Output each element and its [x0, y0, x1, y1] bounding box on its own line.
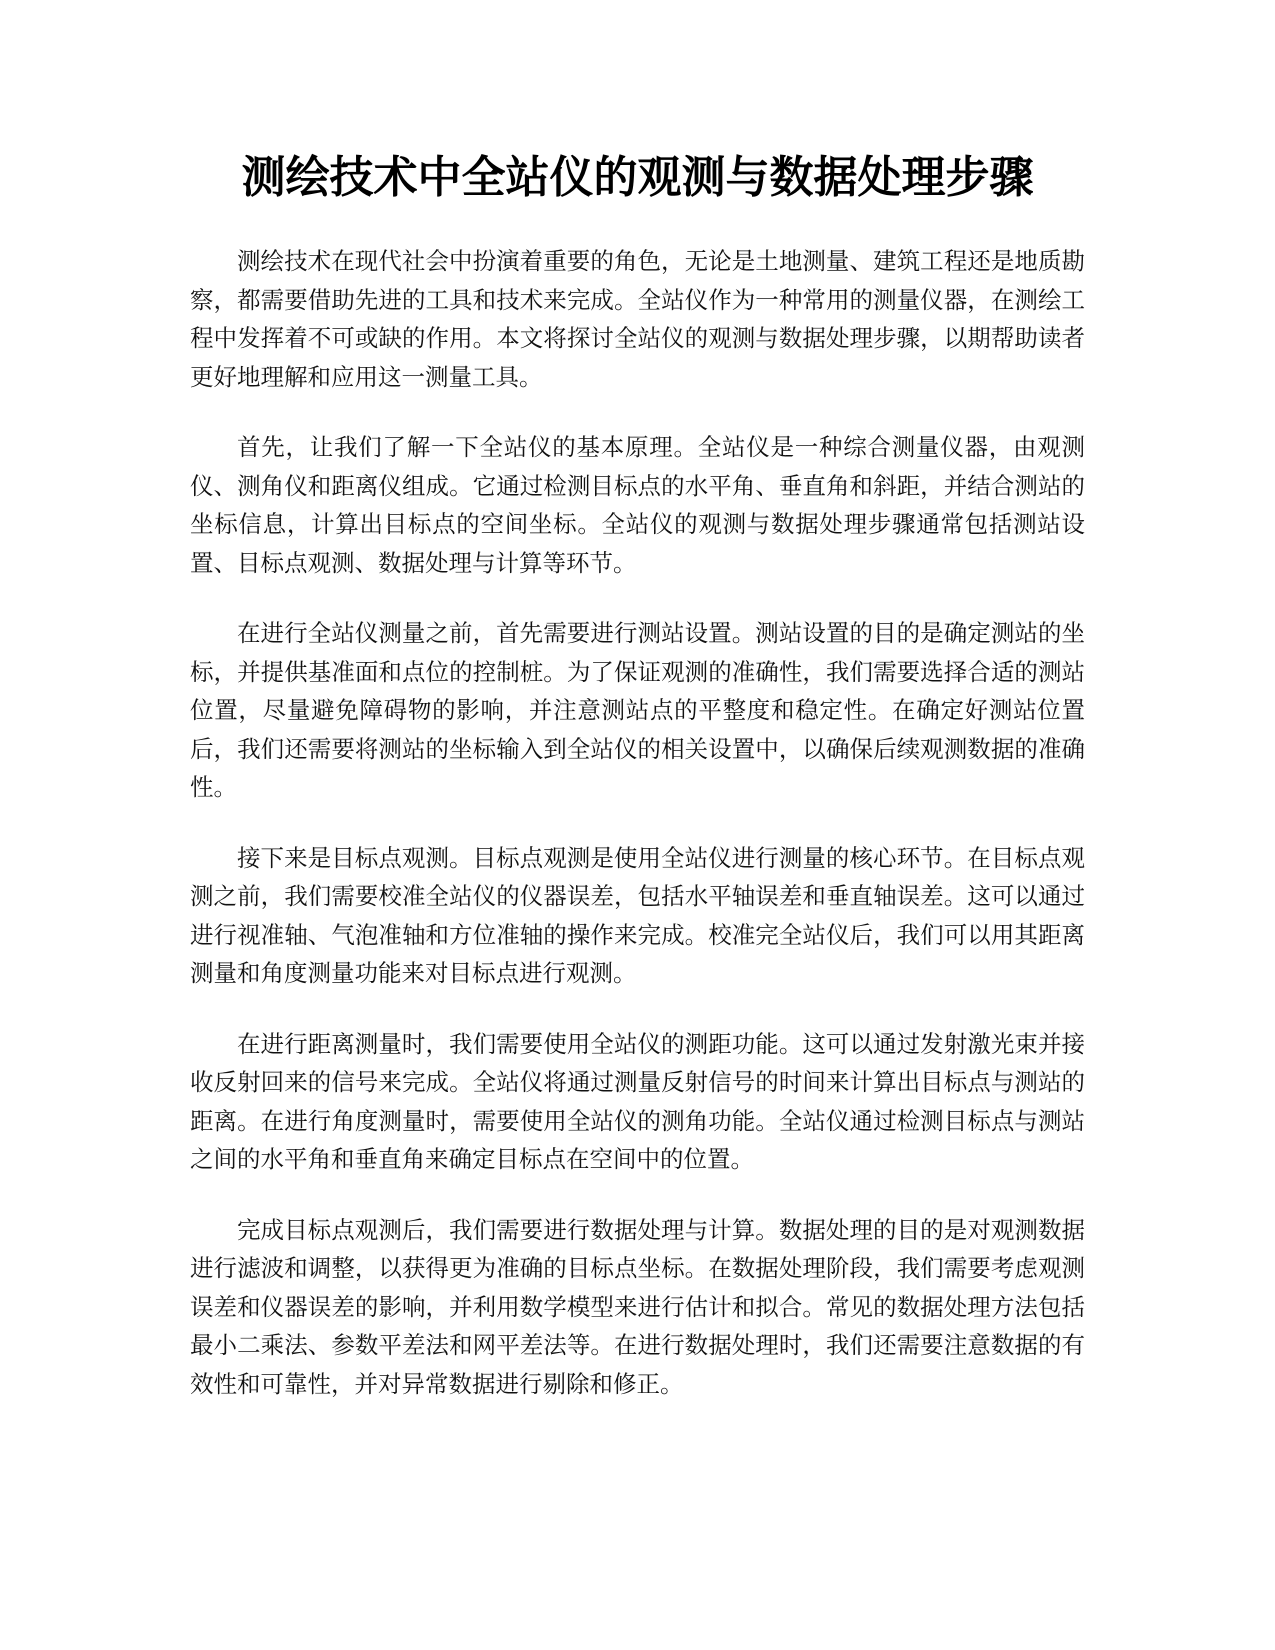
- paragraph-data-processing: 完成目标点观测后，我们需要进行数据处理与计算。数据处理的目的是对观测数据进行滤波和调整，以获得更为准确的目标点坐标。在数据处理阶段，我们需要考虑观测误差和仪器误差的影响，并利用数学模型来进行估计和拟合。常见的数据处理方法包括最小二乘法、参数平差法和网平差法等。在进行数据处理时，我们还需要注意数据的有效性和可靠性，并对异常数据进行剔除和修正。: [190, 1215, 1085, 1398]
- document-title: 测绘技术中全站仪的观测与数据处理步骤: [241, 152, 1034, 203]
- paragraph-distance-angle: 在进行距离测量时，我们需要使用全站仪的测距功能。这可以通过发射激光束并接收反射回来的信号来完成。全站仪将通过测量反射信号的时间来计算出目标点与测站的距离。在进行角度测量时，需要使用全站仪的测角功能。全站仪通过检测目标点与测站之间的水平角和垂直角来确定目标点在空间中的位置。: [190, 1029, 1085, 1173]
- paragraph-station-setup: 在进行全站仪测量之前，首先需要进行测站设置。测站设置的目的是确定测站的坐标，并提供基准面和点位的控制桩。为了保证观测的准确性，我们需要选择合适的测站位置，尽量避免障碍物的影响，并注意测站点的平整度和稳定性。在确定好测站位置后，我们还需要将测站的坐标输入到全站仪的相关设置中，以确保后续观测数据的准确性。: [190, 619, 1085, 801]
- document-body: [190, 242, 1085, 1435]
- paragraph-intro: 测绘技术在现代社会中扮演着重要的角色，无论是土地测量、建筑工程还是地质勘察，都需要借助先进的工具和技术来完成。全站仪作为一种常用的测量仪器，在测绘工程中发挥着不可或缺的作用。本文将探讨全站仪的观测与数据处理步骤，以期帮助读者更好地理解和应用这一测量工具。: [190, 247, 1085, 391]
- paragraph-principle: 首先，让我们了解一下全站仪的基本原理。全站仪是一种综合测量仪器，由观测仪、测角仪和距离仪组成。它通过检测目标点的水平角、垂直角和斜距，并结合测站的坐标信息，计算出目标点的空间坐标。全站仪的观测与数据处理步骤通常包括测站设置、目标点观测、数据处理与计算等环节。: [190, 433, 1085, 577]
- paragraph-target-observation: 接下来是目标点观测。目标点观测是使用全站仪进行测量的核心环节。在目标点观测之前，我们需要校准全站仪的仪器误差，包括水平轴误差和垂直轴误差。这可以通过进行视准轴、气泡准轴和方位准轴的操作来完成。校准完全站仪后，我们可以用其距离测量和角度测量功能来对目标点进行观测。: [190, 843, 1085, 987]
